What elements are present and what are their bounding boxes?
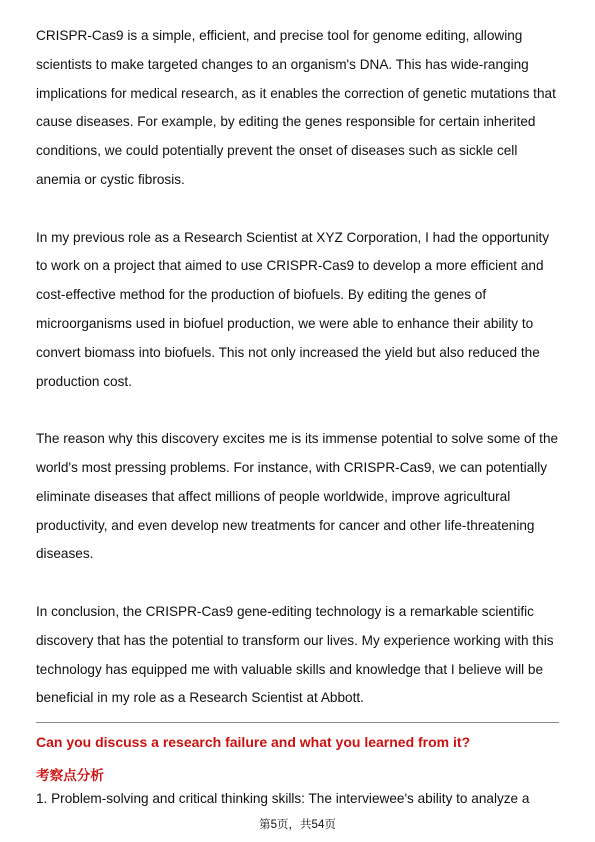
answer-body: [36, 22, 564, 713]
page-number: 第5页，共54页: [259, 819, 336, 831]
paragraph: In conclusion, the CRISPR-Cas9 gene-editing technology is a remarkable scientific discovery that has the potential to transform our lives. My experience working with this technology has equipped me with valuable skills and knowledge that I believe will be beneficial in my role as a Research Scientist at Abbott.: [36, 603, 554, 706]
question-title: Can you discuss a research failure and what you learned from it?: [36, 734, 471, 750]
section-divider: [36, 722, 559, 723]
analysis-point: 1. Problem-solving and critical thinking skills: The interviewee's ability to analyze a: [36, 791, 530, 806]
paragraph: In my previous role as a Research Scientist at XYZ Corporation, I had the opportunity to work on a project that aimed to use CRISPR-Cas9 to develop a more efficient and cost-effective method for the production of biofuels. By editing the genes of microorganisms used in biofuel production, we were able to enhance their ability to convert biomass into biofuels. This not only increased the yield but also reduced the production cost.: [36, 229, 550, 389]
paragraph: The reason why this discovery excites me is its immense potential to solve some of the world's most pressing problems. For instance, with CRISPR-Cas9, we can potentially eliminate diseases that affect millions of people worldwide, improve agricultural productivity, and even develop new treatments for cancer and other life-threatening diseases.: [36, 431, 559, 562]
paragraph: CRISPR-Cas9 is a simple, efficient, and precise tool for genome editing, allowing scientists to make targeted changes to an organism's DNA. This has wide-ranging implications for medical research, as it enables the correction of genetic mutations that cause diseases. For example, by editing the genes responsible for certain inherited conditions, we could potentially prevent the onset of diseases such as sickle cell anemia or cystic fibrosis.: [36, 28, 556, 187]
analysis-section-label: 考察点分析: [36, 768, 104, 783]
